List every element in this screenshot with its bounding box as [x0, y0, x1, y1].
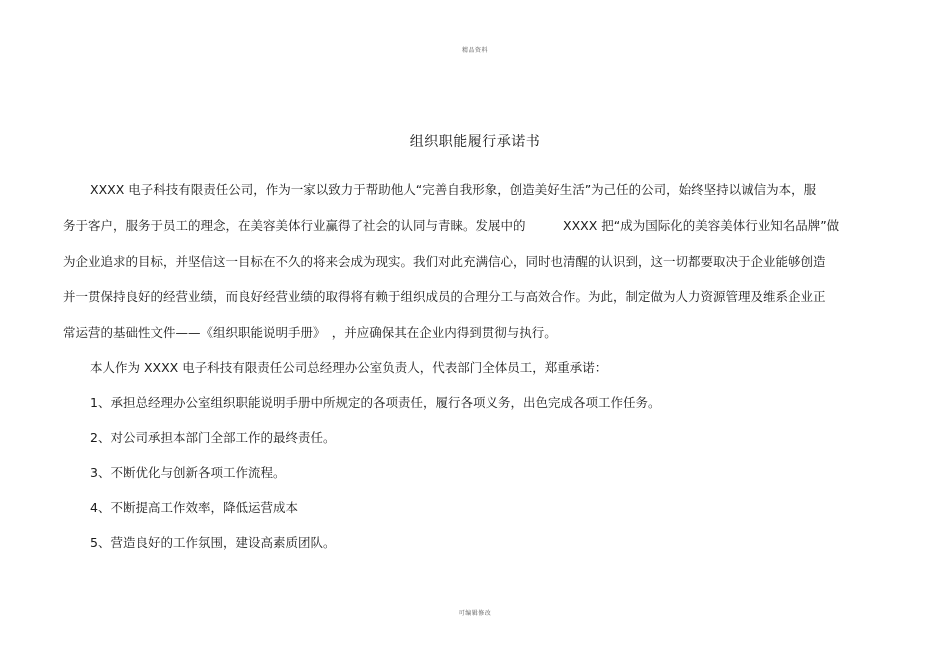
commitment-item-3: 3、不断优化与创新各项工作流程。 [90, 465, 286, 480]
commitment-item-4: 4、不断提高工作效率，降低运营成本 [90, 500, 298, 515]
commitment-item-1: 1、承担总经理办公室组织职能说明手册中所规定的各项责任，履行各项义务，出色完成各项工作任务。 [90, 395, 661, 410]
document-title: 组织职能履行承诺书 [409, 134, 541, 150]
page-header-note: 精品资料 [461, 47, 488, 54]
commitment-item-5: 5、营造良好的工作氛围，建设高素质团队。 [90, 535, 336, 550]
paragraph-line-1: XXXX 电子科技有限责任公司，作为一家以致力于帮助他人“完善自我形象，创造美好生活”为己任的公司，始终坚持以诚信为本，服 [90, 182, 817, 197]
paragraph-line-4: 并一贯保持良好的经营业绩，而良好经营业绩的取得将有赖于组织成员的合理分工与高效合作。为此，制定做为人力资源管理及维系企业正 [63, 289, 826, 304]
commitment-item-2: 2、对公司承担本部门全部工作的最终责任。 [90, 430, 336, 445]
paragraph-line-2: 务于客户，服务于员工的理念，在美容美体行业赢得了社会的认同与青睐。发展中的 XXXX 把“成为国际化的美容美体行业知名品牌”做 [63, 218, 840, 233]
page-footer-note: 可编辑修改 [458, 610, 492, 617]
commitment-intro: 本人作为 XXXX 电子科技有限责任公司总经理办公室负责人，代表部门全体员工，郑重承诺： [90, 360, 608, 375]
paragraph-line-5: 常运营的基础性文件——《组织职能说明手册》 ，并应确保其在企业内得到贯彻与执行。 [63, 325, 557, 340]
paragraph-line-3: 为企业追求的目标，并坚信这一目标在不久的将来会成为现实。我们对此充满信心，同时也清醒的认识到，这一切都要取决于企业能够创造 [63, 254, 826, 269]
